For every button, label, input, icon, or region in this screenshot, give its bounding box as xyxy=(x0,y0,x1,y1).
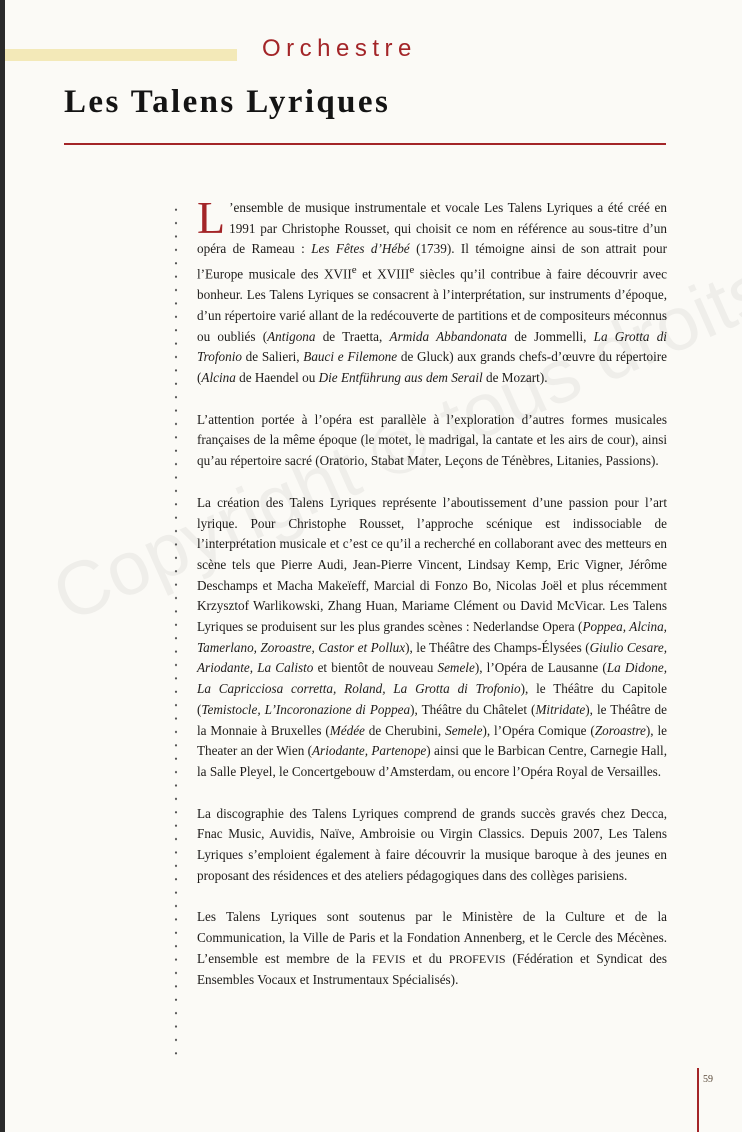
paragraph-discography: La discographie des Talens Lyriques comprend de grands succès gravés chez Decca, Fnac Music, Auvidis, Naïve, Ambroisie ou Virgin Classics. Depuis 2007, Les Talens Lyriques s’emploient également à faire découvrir la musique baroque à des jeunes en proposant des résidences et des ateliers pédagogiques dans des collèges parisiens. xyxy=(197,805,667,883)
paragraph-intro: L ’ensemble de musique instrumentale et vocale Les Talens Lyriques a été créé en 1991 par Christophe Rousset, qui choisit ce nom en référence au sous-titre d’un opéra de Rameau : Les Fêtes d’Hébé (1739). Il témoigne ainsi de son attrait pour l’Europe musicale des XVIIe et XVIIIe siècles qu’il contribue à faire découvrir avec bonheur. Les Talens Lyriques se consacrent à l’interprétation, sur instruments d’époque, d’un répertoire varié allant de la redécouverte de partitions et de compositeurs méconnus ou oubliés (Antigona de Traetta, Armida Abbandonata de Jommelli, La Grotta di Trofonio de Salieri, Bauci e Filemone de Gluck) aux grands chefs-d’œuvre du répertoire (Alcina de Haendel ou Die Entführung aus dem Serail de Mozart). xyxy=(197,192,668,386)
header-bar xyxy=(5,49,237,61)
page-number: 59 xyxy=(703,1074,713,1085)
page-number-rule xyxy=(697,1068,699,1132)
paragraph-stagings: La création des Talens Lyriques représente l’aboutissement d’une passion pour l’art lyrique. Pour Christophe Rousset, l’approche scénique est indissociable de l’interprétation musicale et c’est ce qu’il a recherché en collaborant avec des metteurs en scène tels que Pierre Audi, Jean-Pierre Vincent, Lindsay Kemp, Eric Vigner, Jérôme Deschamps et Macha Makeïeff, Marcial di Fonzo Bo, Nicolas Joël et plus récemment Krzysztof Warlikowski, Zhang Huan, Mariame Clément ou David McVicar. Les Talens Lyriques se produisent sur les plus grandes scènes : Nederlandse Opera (Poppea, Alcina, Tamerlano, Zoroastre, Castor et Pollux), le Théâtre des Champs-Élysées (Giulio Cesare, Ariodante, La Calisto et bientôt de nouveau Semele), l’Opéra de Lausanne (La Didone, La Capricciosa corretta, Roland, La Grotta di Trofonio), le Théâtre du Capitole (Temistocle, L’Incoronazione di Poppea), Théâtre du Châtelet (Mitridate), le Théâtre de la Monnaie à Bruxelles (Médée de Cherubini, Semele), l’Opéra Comique (Zoroastre), le Theater an der Wien (Ariodante, Partenope) ainsi que le Barbican Centre, Carnegie Hall, la Salle Pleyel, le Concertgebouw d’Amsterdam, ou encore l’Opéra Royal de Versailles. xyxy=(197,494,668,779)
title-rule xyxy=(64,143,666,145)
page-edge xyxy=(0,0,5,1132)
page-title: Les Talens Lyriques xyxy=(64,84,391,120)
paragraph-repertoire: L’attention portée à l’opéra est parallèle à l’exploration d’autres formes musicales françaises de la même époque (le motet, le madrigal, la cantate et les airs de cour), ainsi qu’au répertoire sacré (Oratorio, Stabat Mater, Leçons de Ténèbres, Litanies, Passions). xyxy=(197,411,667,469)
paragraph-support: Les Talens Lyriques sont soutenus par le Ministère de la Culture et de la Communication, la Ville de Paris et la Fondation Annenberg, et le Cercle des Mécènes. L’ensemble est membre de la FEVIS et du PROFEVIS (Fédération et Syndicat des Ensembles Vocaux et Instrumentaux Spécialisés). xyxy=(197,909,667,987)
article-body xyxy=(197,192,668,990)
dotted-margin-line xyxy=(174,203,178,1063)
drop-cap: L xyxy=(197,192,226,243)
section-label: Orchestre xyxy=(262,35,417,62)
